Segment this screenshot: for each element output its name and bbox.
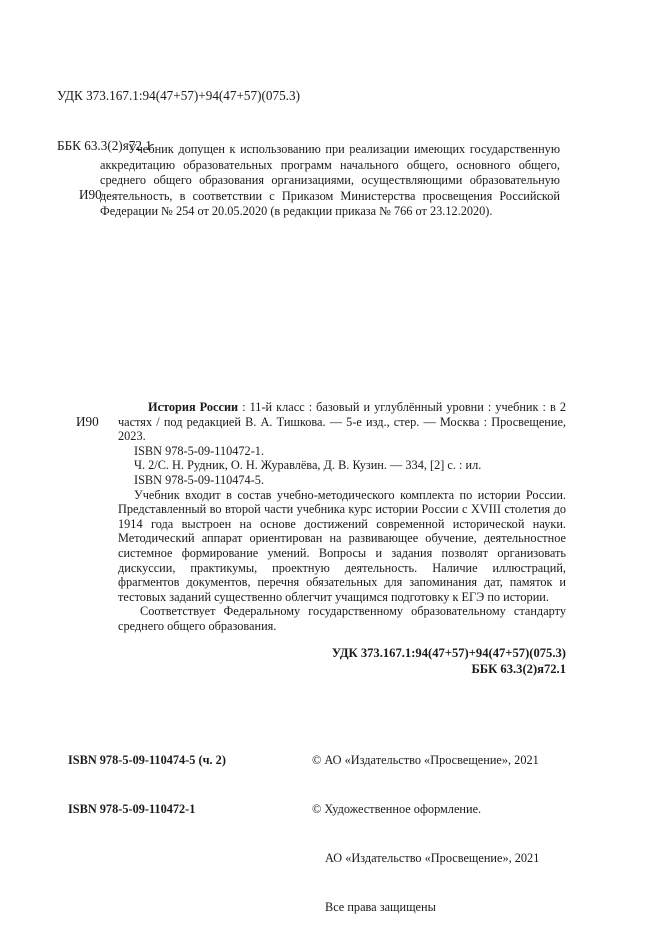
- footer-isbn-part: ISBN 978-5-09-110474-5 (ч. 2): [68, 752, 226, 767]
- annotation-paragraph-2: Соответствует Федеральному государственному образовательному стандарту среднего общего образования.: [118, 604, 566, 633]
- annotation-paragraph-1: Учебник входит в состав учебно-методического комплекта по истории России. Представленный во второй части учебника курс истории России с XVIII столетия до 1914 года выстроен на основе достижений современной исторической науки. Методический аппарат ориентирован на развивающее обучение, деятельностное системное формирование умений. Вопросы и задания позволят организовать дискуссии, практикумы, проектную деятельность. Наличие иллюстраций, фрагментов документов, перечня обязательных для запоминания дат, памяток и тестовых заданий существенно облегчит учащимся подготовку к ЕГЭ по истории.: [118, 487, 566, 604]
- copyright-design: © Художественное оформление.: [312, 802, 482, 817]
- copyright-publisher: © АО «Издательство «Просвещение», 2021: [312, 752, 539, 767]
- author-sigla: И90: [79, 187, 102, 202]
- biblio-sigla: И90: [76, 413, 99, 429]
- udk-code-repeat: УДК 373.167.1:94(47+57)+94(47+57)(075.3): [331, 646, 566, 660]
- copyright-design-publisher: АО «Издательство «Просвещение», 2021: [325, 851, 540, 866]
- classification-repeat: [280, 645, 566, 677]
- part-statement: Ч. 2/С. Н. Рудник, О. Н. Журавлёва, Д. В. Кузин. — 334, [2] с. : ил.: [134, 458, 482, 473]
- footer-copyright-block: [312, 719, 539, 949]
- footer-isbn-general: ISBN 978-5-09-110472-1: [68, 802, 196, 817]
- approval-notice: Учебник допущен к использованию при реализации имеющих государственную аккредитацию образовательных программ начального общего, основного общего, среднего общего образования организациями, осуществляющими образовательную деятельность, в соответствии с Приказом Министерства просвещения Российской Федерации № 254 от 20.05.2020 (в редакции приказа № 766 от 23.12.2020).: [100, 142, 560, 219]
- udk-code: УДК 373.167.1:94(47+57)+94(47+57)(075.3): [57, 88, 300, 103]
- biblio-body: [118, 400, 566, 634]
- footer-isbn-block: [68, 719, 226, 850]
- bbk-code: ББК 63.3(2)я72.1: [57, 137, 152, 153]
- biblio-description-rest: : 11-й класс : базовый и углублённый уровни : учебник : в 2 частях / под редакцией В. А. Тишкова. — 5-е изд., стер. — Москва : Просвещение, 2023.: [118, 400, 566, 444]
- biblio-title: История России: [148, 400, 239, 414]
- copyright-rights-reserved: Все права защищены: [325, 900, 436, 915]
- biblio-description: [118, 400, 566, 444]
- bbk-code-repeat: ББК 63.3(2)я72.1: [471, 662, 566, 677]
- bibliographic-record: [76, 400, 566, 634]
- isbn-general: ISBN 978-5-09-110472-1.: [134, 443, 265, 458]
- isbn-part: ISBN 978-5-09-110474-5.: [134, 472, 265, 487]
